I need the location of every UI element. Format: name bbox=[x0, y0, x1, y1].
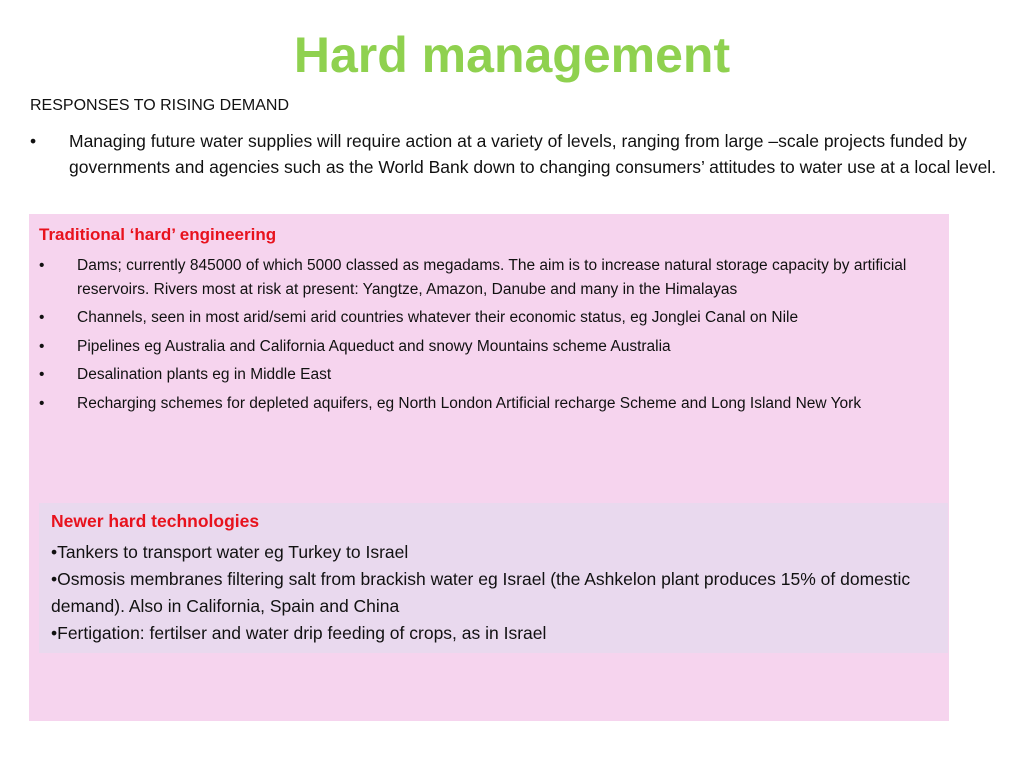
bullet-icon: • bbox=[39, 337, 45, 355]
list-item-text: Dams; currently 845000 of which 5000 classed as megadams. The aim is to increase natural storage capacity by artificial reservoirs. Rivers most at risk at present: Yangtze, Amazon, Danube and many in the Himalayas bbox=[77, 257, 907, 298]
traditional-heading: Traditional ‘hard’ engineering bbox=[39, 225, 277, 244]
list-item-text: Pipelines eg Australia and California Aqueduct and snowy Mountains scheme Australia bbox=[77, 337, 671, 355]
traditional-list bbox=[39, 254, 934, 420]
intro-paragraph bbox=[30, 128, 1005, 180]
subheading: RESPONSES TO RISING DEMAND bbox=[30, 97, 290, 114]
list-item bbox=[39, 392, 934, 416]
list-item: •Osmosis membranes filtering salt from brackish water eg Israel (the Ashkelon plant produces 15% of domestic demand). Also in California, Spain and China bbox=[51, 569, 911, 616]
list-item bbox=[39, 254, 934, 301]
list-item bbox=[39, 363, 934, 387]
bullet-icon: • bbox=[39, 366, 45, 383]
bullet-icon: • bbox=[39, 257, 45, 274]
list-item: •Tankers to transport water eg Turkey to Israel bbox=[51, 542, 409, 562]
newer-list bbox=[51, 539, 931, 647]
list-item: •Fertigation: fertilser and water drip feeding of crops, as in Israel bbox=[51, 623, 547, 643]
intro-text: Managing future water supplies will require action at a variety of levels, ranging from large –scale projects funded by governments and agencies such as the World Bank down to changing consumers’ attitudes to water use at a local level. bbox=[69, 131, 997, 177]
list-item bbox=[39, 335, 934, 359]
slide-title: Hard management bbox=[293, 27, 731, 83]
list-item-text: Desalination plants eg in Middle East bbox=[77, 366, 332, 383]
newer-heading: Newer hard technologies bbox=[51, 511, 260, 531]
list-item-text: Recharging schemes for depleted aquifers, eg North London Artificial recharge Scheme and Long Island New York bbox=[77, 394, 862, 412]
bullet-icon: • bbox=[39, 309, 45, 326]
bullet-icon: • bbox=[30, 131, 37, 151]
newer-technologies-box bbox=[39, 503, 948, 653]
bullet-icon: • bbox=[39, 394, 45, 412]
list-item bbox=[39, 306, 934, 330]
list-item-text: Channels, seen in most arid/semi arid countries whatever their economic status, eg Jonglei Canal on Nile bbox=[77, 309, 799, 326]
